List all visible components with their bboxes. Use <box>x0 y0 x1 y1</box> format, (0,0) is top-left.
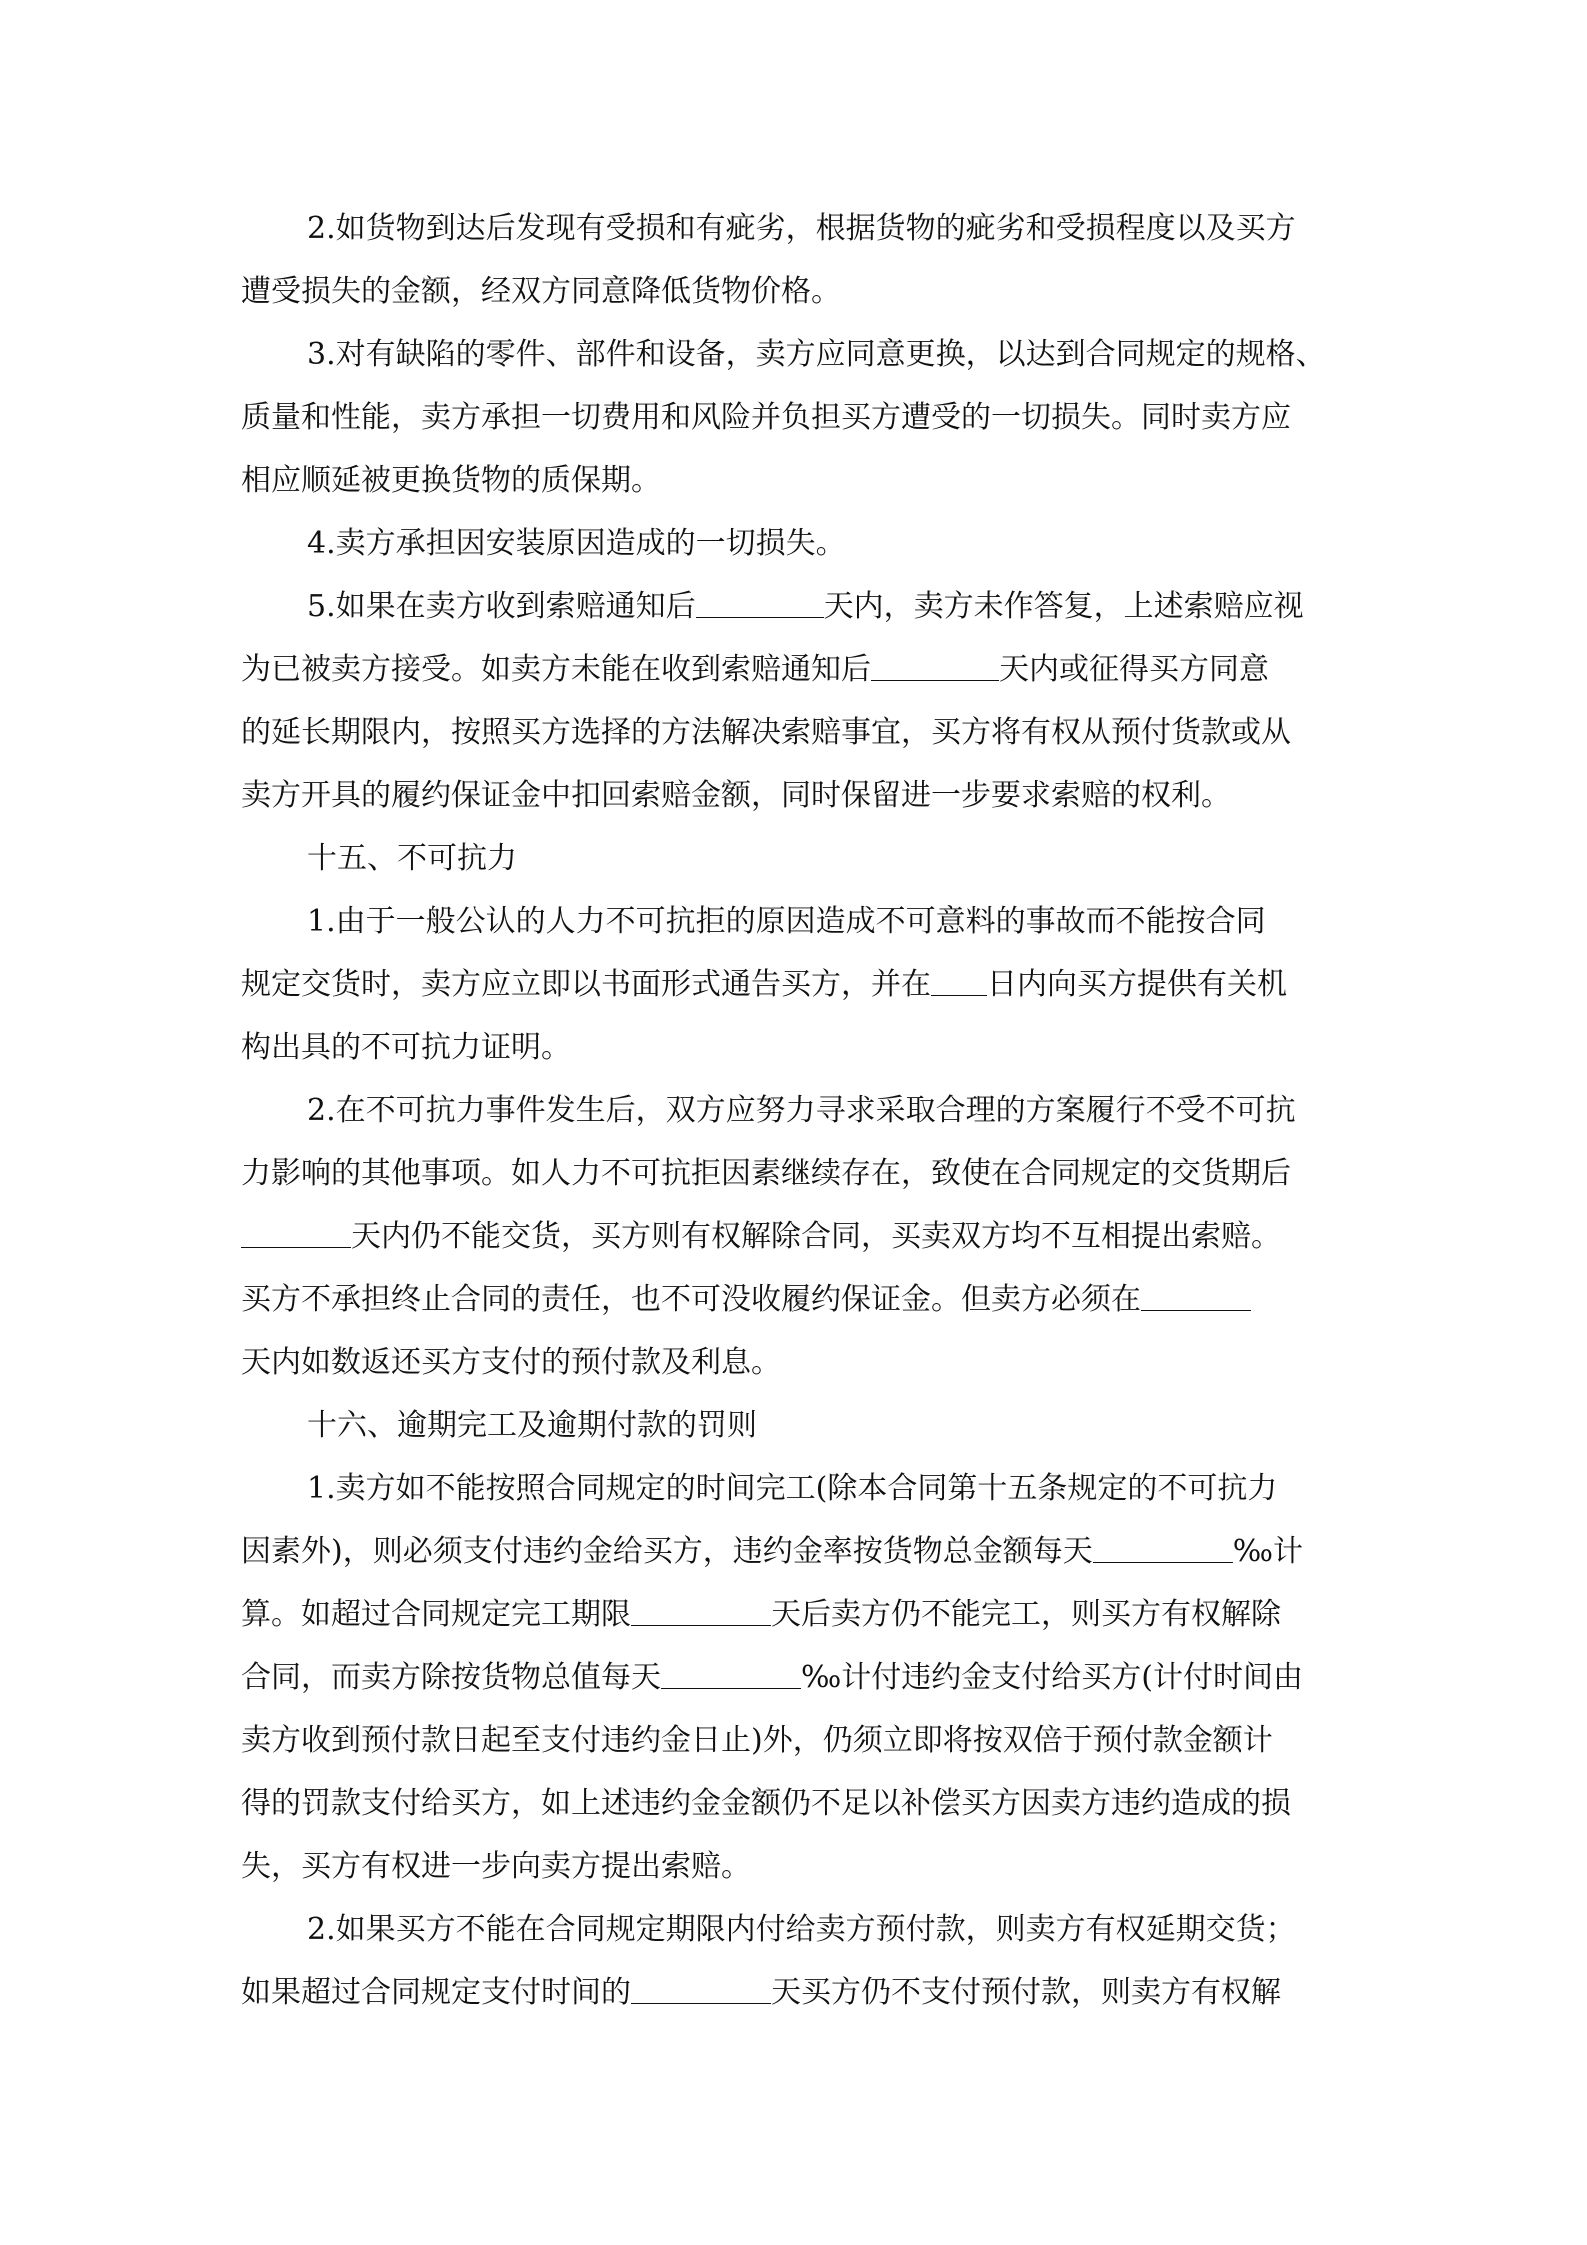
text-segment: 因素外)，则必须支付违约金给买方，违约金率按货物总金额每天 <box>241 1534 1093 1569</box>
fill-in-blank <box>631 1593 771 1626</box>
heading-text: 十六、逾期完工及逾期付款的罚则 <box>307 1408 757 1443</box>
text-segment: 买方不承担终止合同的责任，也不可没收履约保证金。但卖方必须在 <box>241 1282 1141 1317</box>
text-segment: 质量和性能，卖方承担一切费用和风险并负担买方遭受的一切损失。同时卖方应 <box>241 400 1291 435</box>
text-segment: 天内仍不能交货，买方则有权解除合同，买卖双方均不互相提出索赔。 <box>351 1219 1281 1254</box>
text-segment: 为已被卖方接受。如卖方未能在收到索赔通知后 <box>241 652 871 687</box>
text-line <box>241 1457 1351 1520</box>
text-segment: 卖方收到预付款日起至支付违约金日止)外，仍须立即将按双倍于预付款金额计 <box>241 1723 1273 1758</box>
fill-in-blank <box>661 1656 801 1689</box>
text-segment: 失，买方有权进一步向卖方提出索赔。 <box>241 1849 751 1884</box>
text-line <box>241 1772 1351 1835</box>
section-heading <box>241 1394 1351 1457</box>
text-segment: 卖方开具的履约保证金中扣回索赔金额，同时保留进一步要求索赔的权利。 <box>241 778 1231 813</box>
text-line <box>241 1709 1351 1772</box>
text-segment: 遭受损失的金额，经双方同意降低货物价格。 <box>241 274 841 309</box>
text-segment: 4.卖方承担因安装原因造成的一切损失。 <box>307 526 846 561</box>
text-line <box>241 953 1351 1016</box>
text-line <box>241 1079 1351 1142</box>
text-segment: 构出具的不可抗力证明。 <box>241 1030 571 1065</box>
text-line <box>241 1520 1351 1583</box>
text-segment: 天买方仍不支付预付款，则卖方有权解 <box>771 1975 1281 2010</box>
text-segment: 如果超过合同规定支付时间的 <box>241 1975 631 2010</box>
text-segment: 力影响的其他事项。如人力不可抗拒因素继续存在，致使在合同规定的交货期后 <box>241 1156 1291 1191</box>
text-line <box>241 1268 1351 1331</box>
text-line <box>241 1205 1351 1268</box>
text-line <box>241 197 1351 260</box>
text-line <box>241 1016 1351 1079</box>
text-segment: 5.如果在卖方收到索赔通知后 <box>307 589 696 624</box>
fill-in-blank <box>696 585 824 618</box>
text-line <box>241 386 1351 449</box>
text-segment: 日内向买方提供有关机 <box>987 967 1287 1002</box>
text-segment: 算。如超过合同规定完工期限 <box>241 1597 631 1632</box>
text-segment: ‰计 <box>1232 1534 1303 1569</box>
fill-in-blank <box>931 963 987 996</box>
text-segment: ‰计付违约金支付给买方(计付时间由 <box>801 1660 1303 1695</box>
text-segment: 相应顺延被更换货物的质保期。 <box>241 463 661 498</box>
text-line <box>241 701 1351 764</box>
text-segment: 2.在不可抗力事件发生后，双方应努力寻求采取合理的方案履行不受不可抗 <box>307 1093 1296 1128</box>
text-segment: 1.卖方如不能按照合同规定的时间完工(除本合同第十五条规定的不可抗力 <box>307 1471 1278 1506</box>
fill-in-blank <box>1093 1530 1233 1563</box>
text-line <box>241 1646 1351 1709</box>
text-line <box>241 638 1351 701</box>
text-segment: 得的罚款支付给买方，如上述违约金金额仍不足以补偿买方因卖方违约造成的损 <box>241 1786 1291 1821</box>
text-line <box>241 1331 1351 1394</box>
text-segment: 规定交货时，卖方应立即以书面形式通告买方，并在 <box>241 967 931 1002</box>
text-segment: 天后卖方仍不能完工，则买方有权解除 <box>771 1597 1281 1632</box>
text-segment: 2.如货物到达后发现有受损和有疵劣，根据货物的疵劣和受损程度以及买方 <box>307 211 1296 246</box>
text-segment: 天内，卖方未作答复，上述索赔应视 <box>823 589 1304 624</box>
text-segment: 2.如果买方不能在合同规定期限内付给卖方预付款，则卖方有权延期交货； <box>307 1912 1296 1947</box>
text-line <box>241 1142 1351 1205</box>
text-line <box>241 1898 1351 1961</box>
text-segment: 合同，而卖方除按货物总值每天 <box>241 1660 661 1695</box>
text-segment: 天内如数返还买方支付的预付款及利息。 <box>241 1345 781 1380</box>
text-segment: 的延长期限内，按照买方选择的方法解决索赔事宜，买方将有权从预付货款或从 <box>241 715 1291 750</box>
text-line <box>241 1835 1351 1898</box>
text-line <box>241 512 1351 575</box>
text-segment: 1.由于一般公认的人力不可抗拒的原因造成不可意料的事故而不能按合同 <box>307 904 1266 939</box>
text-segment: 3.对有缺陷的零件、部件和设备，卖方应同意更换，以达到合同规定的规格、 <box>307 337 1326 372</box>
section-heading <box>241 827 1351 890</box>
fill-in-blank <box>871 648 999 681</box>
fill-in-blank <box>631 1971 771 2004</box>
text-line <box>241 449 1351 512</box>
fill-in-blank <box>1141 1278 1251 1311</box>
text-segment: 天内或征得买方同意 <box>999 652 1269 687</box>
text-line <box>241 260 1351 323</box>
text-line <box>241 764 1351 827</box>
fill-in-blank <box>241 1215 351 1248</box>
text-line <box>241 575 1351 638</box>
text-line <box>241 1961 1351 2024</box>
text-line <box>241 890 1351 953</box>
text-line <box>241 1583 1351 1646</box>
heading-text: 十五、不可抗力 <box>307 841 517 876</box>
document-body <box>241 197 1351 2024</box>
text-line <box>241 323 1351 386</box>
